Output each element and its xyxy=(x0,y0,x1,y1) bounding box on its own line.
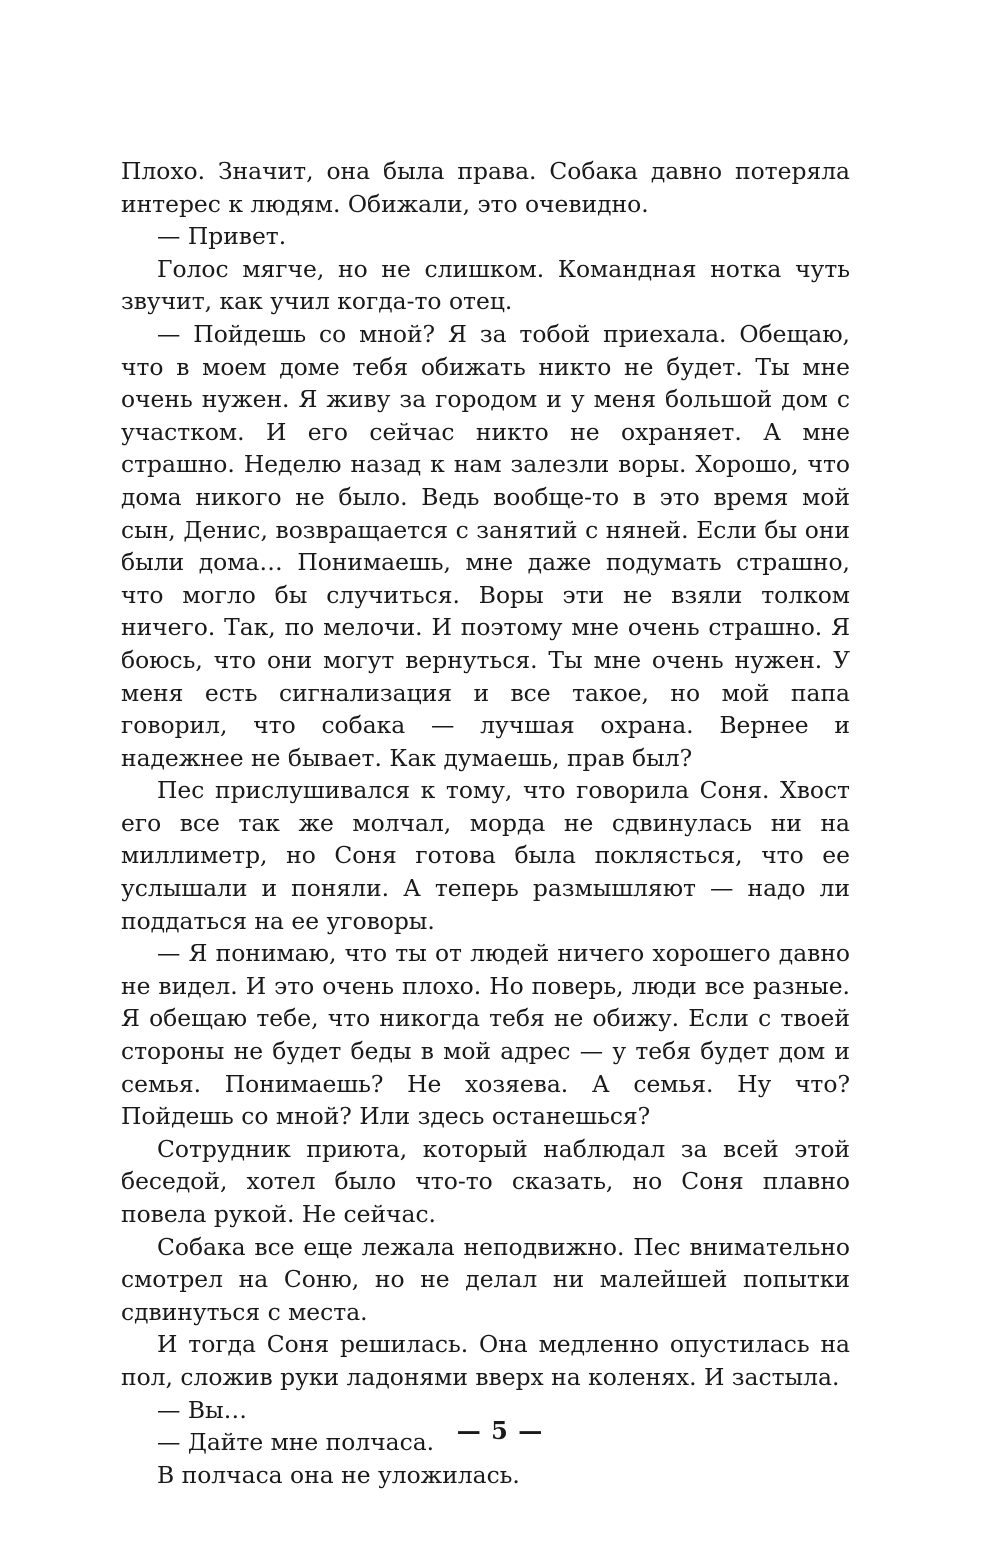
paragraph-9: И тогда Соня решилась. Она медленно опустилась на пол, сложив руки ладонями вверх на коленях. И застыла. xyxy=(121,1330,850,1391)
paragraph-6: — Я понимаю, что ты от людей ничего хорошего давно не видел. И это очень плохо. Но поверь, люди все разные. Я обещаю тебе, что никогда тебя не обижу. Если с твоей стороны не будет беды в мой адрес — у тебя будет дом и семья. Понимаешь? Не хозяева. А семья. Ну что? Пойдешь со мной? Или здесь останешься? xyxy=(121,939,850,1131)
paragraph-2: — Привет. xyxy=(157,222,287,251)
page-number: — 5 — xyxy=(456,1416,544,1445)
paragraph-11: — Дайте мне полчаса. xyxy=(157,1428,435,1457)
paragraph-7: Сотрудник приюта, который наблюдал за всей этой беседой, хотел было что-то сказать, но Соня плавно повела рукой. Не сейчас. xyxy=(121,1134,850,1228)
paragraph-4: — Пойдешь со мной? Я за тобой приехала. Обещаю, что в моем доме тебя обижать никто не будет. Ты мне очень нужен. Я живу за городом и у меня большой дом с участком. И его сейчас никто не охраняет. А мне страшно. Неделю назад к нам залезли воры. Хорошо, что дома никого не было. Ведь вообще-то в это время мой сын, Денис, возвращается с занятий с няней. Если бы они были дома… Понимаешь, мне даже подумать страшно, что могло бы случиться. Воры эти не взяли толком ничего. Так, по мелочи. И поэтому мне очень страшно. Я боюсь, что они могут вернуться. Ты мне очень нужен. У меня есть сигнализация и все такое, но мой папа говорил, что собака — лучшая охрана. Вернее и надежнее не бывает. Как думаешь, прав был? xyxy=(121,319,850,772)
body-text xyxy=(121,155,850,1491)
paragraph-12: В полчаса она не уложилась. xyxy=(157,1460,520,1489)
paragraph-3: Голос мягче, но не слишком. Командная нотка чуть звучит, как учил когда-то отец. xyxy=(121,254,850,316)
paragraph-8: Собака все еще лежала неподвижно. Пес внимательно смотрел на Соню, но не делал ни малейшей попытки сдвинуться с места. xyxy=(121,1232,850,1326)
paragraph-5: Пес прислушивался к тому, что говорила Соня. Хвост его все так же молчал, морда не сдвинулась ни на миллиметр, но Соня готова была поклясться, что ее услышали и поняли. А теперь размышляют — надо ли поддаться на ее уговоры. xyxy=(121,776,850,935)
paragraph-1: Плохо. Значит, она была права. Собака давно потеряла интерес к людям. Обижали, это очевидно. xyxy=(121,157,850,218)
paragraph-10: — Вы… xyxy=(157,1395,248,1424)
